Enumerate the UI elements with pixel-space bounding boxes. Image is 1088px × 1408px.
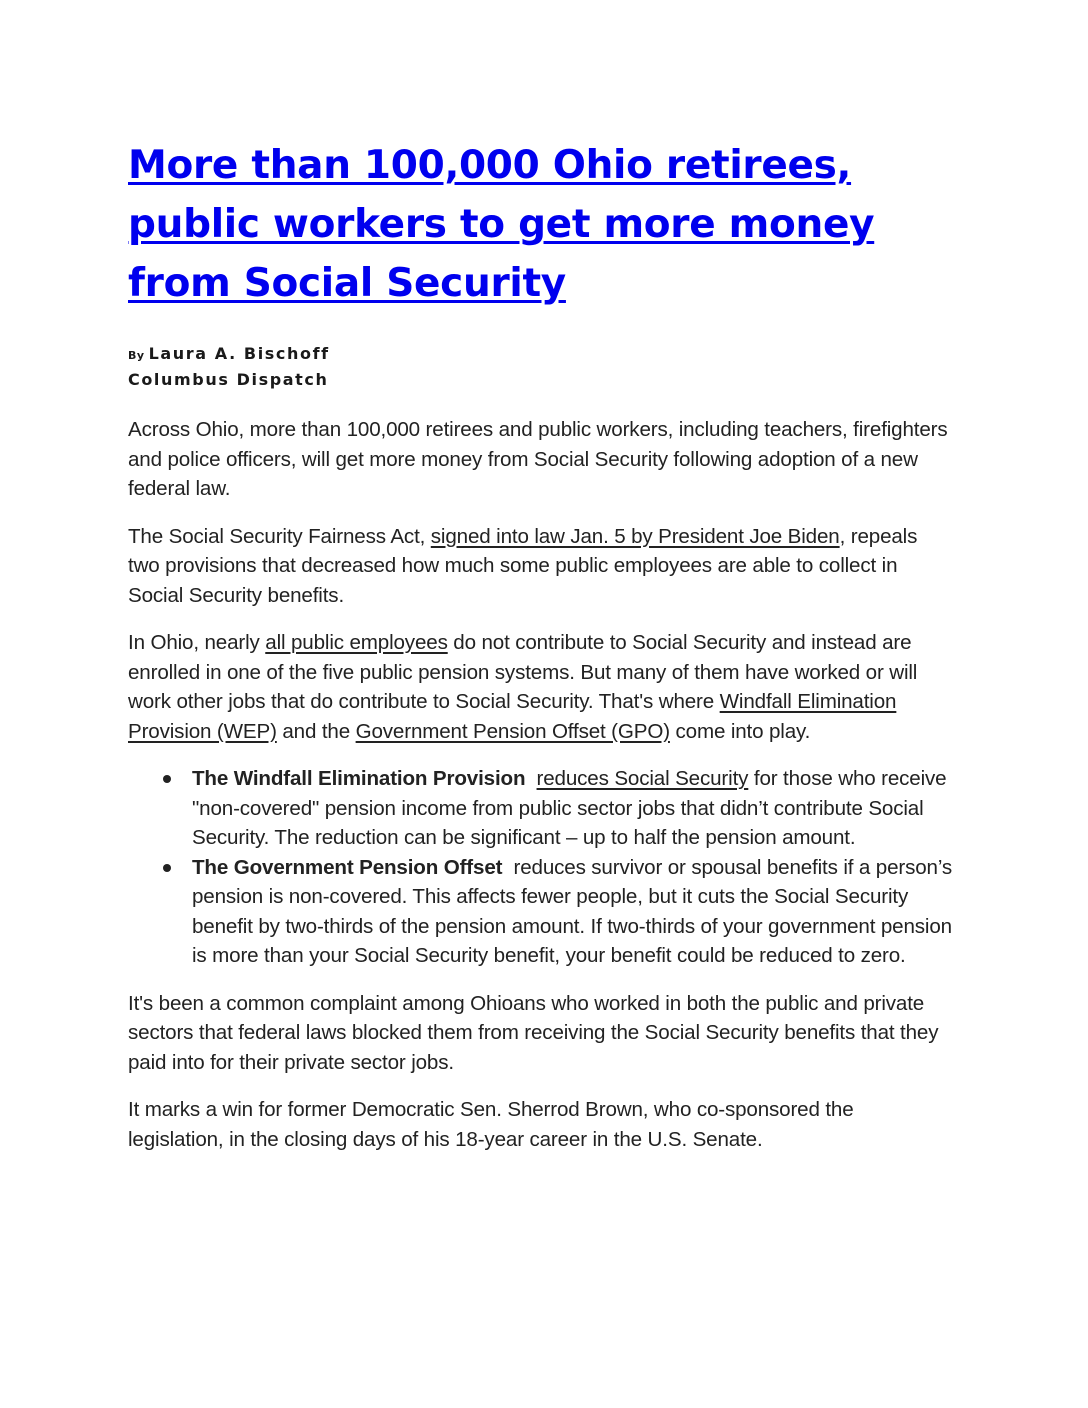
- paragraph-ohio-public-employees: [128, 628, 954, 746]
- byline: [128, 341, 954, 393]
- list-item: [192, 764, 954, 853]
- paragraph-common-complaint: It's been a common complaint among Ohioans who worked in both the public and private sectors that federal laws blocked them from receiving the Social Security benefits that they paid into for their private sector jobs.: [128, 991, 939, 1074]
- all-public-employees-link[interactable]: all public employees: [265, 631, 448, 654]
- signed-into-law-link[interactable]: signed into law Jan. 5 by President Joe Biden: [430, 524, 840, 548]
- byline-author-line: [128, 341, 954, 367]
- paragraph-text: The Social Security Fairness Act,: [128, 524, 431, 548]
- gpo-link[interactable]: Government Pension Offset (GPO): [355, 719, 670, 743]
- list-item-title: The Government Pension Offset: [192, 855, 503, 879]
- paragraph-text: do not contribute to Social Security and instead are enrolled in one of the five public pension systems. But many of them have worked or will work other jobs that do contribute to Social Security. That's where: [128, 631, 918, 713]
- byline-by-label: By: [128, 349, 145, 362]
- list-item-title: The Windfall Elimination Provision: [192, 767, 526, 790]
- headline: [128, 136, 954, 313]
- headline-link[interactable]: More than 100,000 Ohio retirees, public workers to get more money from Social Security: [128, 143, 875, 306]
- paragraph-intro: Across Ohio, more than 100,000 retirees and public workers, including teachers, firefighters and police officers, will get more money from Social Security following adoption of a new federal law.: [128, 418, 948, 500]
- provisions-list: [128, 764, 954, 971]
- list-item: [192, 853, 954, 971]
- paragraph-fairness-act: [128, 522, 954, 611]
- paragraph-text: come into play.: [669, 719, 811, 743]
- paragraph-text: , repeals two provisions that decreased how much some public employees are able to collect in Social Security benefits.: [128, 524, 918, 607]
- publication-name: Columbus Dispatch: [128, 370, 329, 389]
- paragraph-sherrod-brown: It marks a win for former Democratic Sen. Sherrod Brown, who co-sponsored the legislation, in the closing days of his 18-year career in the U.S. Senate.: [128, 1098, 854, 1151]
- list-item-text: reduces survivor or spousal benefits if a person’s pension is non-covered. This affects fewer people, but it cuts the Social Security benefit by two-thirds of the pension amount. If two-thirds of your government pension is more than your Social Security benefit, your benefit could be reduced to zero.: [192, 855, 953, 967]
- paragraph-text: In Ohio, nearly: [128, 631, 266, 654]
- bullet-icon: [163, 775, 171, 783]
- paragraph-text: and the: [276, 719, 356, 743]
- wep-link[interactable]: Windfall Elimination Provision (WEP): [128, 690, 897, 743]
- reduces-social-security-link[interactable]: reduces Social Security: [536, 767, 749, 790]
- article: [128, 136, 954, 1154]
- list-item-text: for those who receive "non-covered" pension income from public sector jobs that didn’t contribute Social Security. The reduction can be significant – up to half the pension amount.: [192, 767, 947, 849]
- author-name: Laura A. Bischoff: [148, 344, 330, 363]
- bullet-icon: [163, 864, 171, 872]
